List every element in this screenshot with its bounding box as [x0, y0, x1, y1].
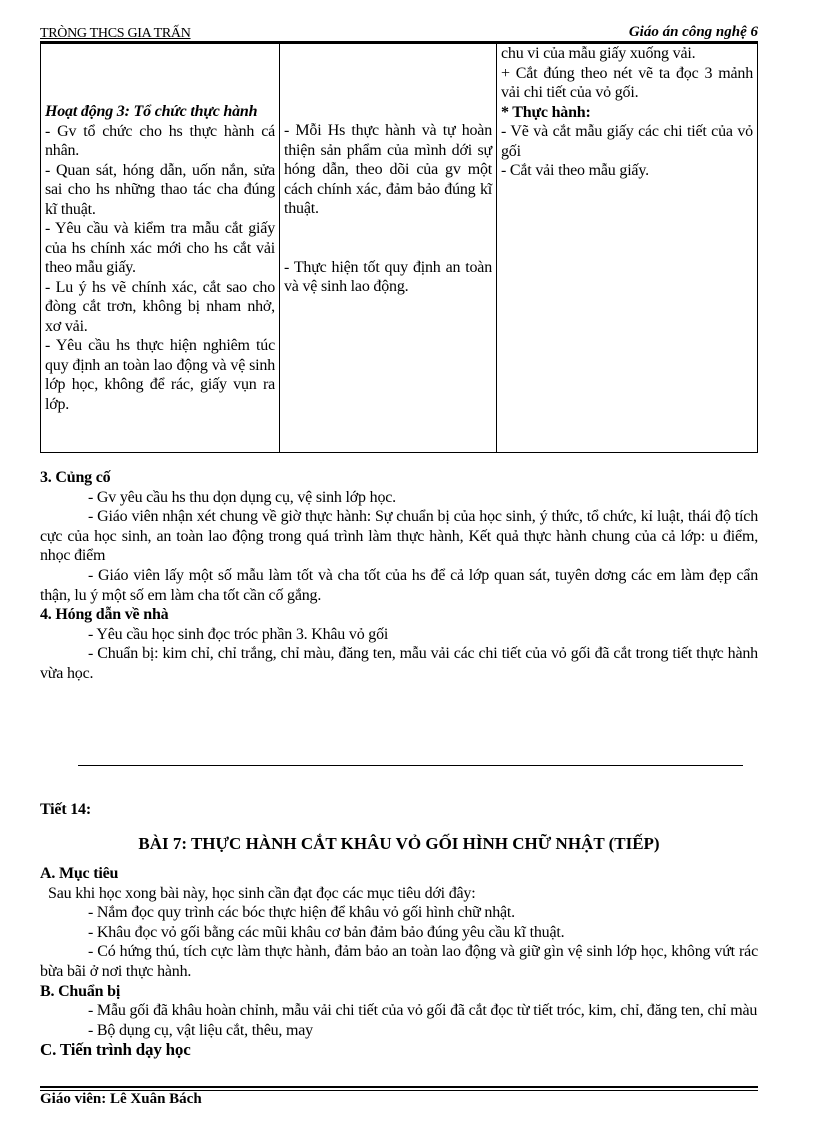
list-item: - Khâu đọc vỏ gối bằng các mũi khâu cơ bản đảm bảo đúng yêu cầu kĩ thuật.: [88, 923, 565, 941]
teacher-name: Giáo viên: Lê Xuân Bách: [40, 1091, 202, 1107]
list-item: - Chuẩn bị: kim chỉ, chỉ trắng, chỉ màu, đăng ten, mẫu vải các chi tiết của vỏ gối đã cắt trong tiết thực hành vừa học.: [40, 645, 758, 682]
list-item: - Có hứng thú, tích cực làm thực hành, đảm bảo an toàn lao động và giữ gìn vệ sinh lớp học, không vứt rác bừa bãi ở nơi thực hành.: [40, 943, 758, 980]
list-item: - Gv tổ chức cho hs thực hành cá nhân.: [45, 122, 275, 159]
lesson-title: BÀI 7: THỰC HÀNH CẮT KHÂU VỎ GỐI HÌNH CHỮ NHẬT (TIẾP): [138, 834, 660, 853]
section-heading: 4. Hóng dẫn về nhà: [40, 606, 169, 624]
list-item: - Vẽ và cắt mẫu giấy các chi tiết của vỏ gối: [501, 123, 753, 160]
section-consolidation: [40, 468, 758, 684]
section-heading: C. Tiến trình dạy học: [40, 1040, 191, 1060]
practice-heading: * Thực hành:: [501, 103, 591, 121]
period-number: Tiết 14:: [40, 801, 91, 818]
list-item: - Gv yêu cầu hs thu dọn dụng cụ, vệ sinh lớp học.: [88, 488, 396, 506]
list-item: - Mẫu gối đã khâu hoàn chỉnh, mẫu vải chi tiết của vỏ gối đã cắt đọc từ tiết tróc, kim, chỉ, đăng ten, chỉ màu: [88, 1002, 758, 1020]
document-title: Giáo án công nghệ 6: [628, 24, 758, 40]
list-item: - Giáo viên nhận xét chung về giờ thực hành: Sự chuẩn bị của học sinh, ý thức, tổ chức, kỉ luật, thái độ tích cực của học sinh, an toàn lao động trong quá trình làm thực hành, Kết quả thực hành chung của cả lớp: u điểm, nhọc điểm: [40, 508, 758, 565]
content-cell: [497, 44, 758, 453]
activity-heading: Hoạt động 3: Tổ chức thực hành: [45, 103, 258, 120]
list-item: + Cắt đúng theo nét vẽ ta đọc 3 mảnh vải chi tiết của vỏ gối.: [501, 64, 753, 101]
list-item: - Bộ dụng cụ, vật liệu cắt, thêu, may: [88, 1021, 313, 1039]
table-row: [41, 44, 758, 453]
list-item: - Cắt vải theo mẫu giấy.: [501, 162, 649, 179]
list-item: - Yêu cầu học sinh đọc tróc phần 3. Khâu vỏ gối: [88, 625, 389, 643]
school-name: TRÒNG THCS GIA TRẤN: [40, 26, 191, 41]
list-item: - Giáo viên lấy một số mẫu làm tốt và cha tốt của hs để cả lớp quan sát, tuyên dơng các em làm đẹp cẩn thận, lu ý một số em làm cha tốt cần cố gắng.: [40, 566, 758, 604]
lesson-activity-table: [40, 43, 758, 453]
list-item: - Mỗi Hs thực hành và tự hoàn thiện sản phẩm của mình dới sự hóng dẫn, theo dõi của gv một cách chính xác, đảm bảo đúng kĩ thuật.: [284, 122, 492, 217]
lesson-body: [40, 864, 758, 1060]
list-item: chu vi của mẫu giấy xuống vải.: [501, 45, 696, 62]
list-item: - Thực hiện tốt quy định an toàn và vệ sinh lao động.: [284, 258, 492, 295]
list-item: - Yêu cầu và kiểm tra mẫu cắt giấy của hs chính xác mới cho hs cắt vải theo mẫu giấy.: [45, 220, 275, 276]
list-item: - Nắm đọc quy trình các bóc thực hiện để khâu vỏ gối hình chữ nhật.: [88, 904, 515, 922]
list-item: - Quan sát, hóng dẫn, uốn nắn, sửa sai cho hs những thao tác cha đúng kĩ thuật.: [45, 161, 275, 218]
section-heading: 3. Củng cố: [40, 469, 111, 486]
section-divider: [78, 765, 743, 766]
objectives-intro: Sau khi học xong bài này, học sinh cần đạt đọc các mục tiêu dới đây:: [48, 884, 476, 902]
list-item: - Yêu cầu hs thực hiện nghiêm túc quy định an toàn lao động và vệ sinh lớp học, không để rác, giấy vụn ra lớp.: [45, 337, 275, 413]
section-heading: A. Mục tiêu: [40, 865, 119, 882]
period-label: [40, 800, 758, 820]
student-activity-cell: [280, 44, 497, 453]
teacher-activity-cell: [41, 44, 280, 453]
section-heading: B. Chuẩn bị: [40, 982, 121, 1000]
list-item: - Lu ý hs vẽ chính xác, cắt sao cho đòng cắt trơn, không bị nham nhở, xơ vải.: [45, 278, 275, 335]
